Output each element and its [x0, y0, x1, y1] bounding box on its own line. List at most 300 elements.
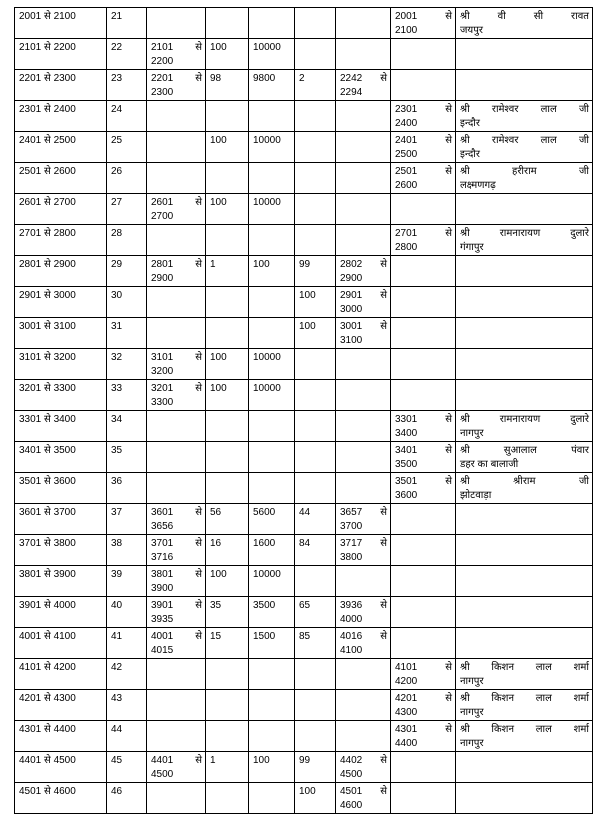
- serial-number-cell: 31: [107, 318, 147, 349]
- balance-count-cell: [295, 380, 336, 411]
- assigned-range-cell-line-1: 2501 से: [395, 166, 452, 177]
- assigned-range-cell: [391, 690, 456, 721]
- issued-range-cell: [147, 566, 206, 597]
- assigned-range-cell: [391, 163, 456, 194]
- assignee-cell: [456, 132, 593, 163]
- table-row: [15, 132, 593, 163]
- assignee-cell-line-2: नागपुर: [460, 428, 484, 439]
- balance-range-cell-line-2: 2294: [340, 87, 363, 98]
- issued-count-cell: [206, 690, 249, 721]
- range-cell: 3901 से 4000: [15, 597, 107, 628]
- issued-count-cell: 1: [206, 752, 249, 783]
- range-cell: 2301 से 2400: [15, 101, 107, 132]
- table-row: [15, 628, 593, 659]
- balance-range-cell: [336, 597, 391, 628]
- assigned-range-cell-line-2: 4400: [395, 738, 418, 749]
- assignee-cell: [456, 597, 593, 628]
- balance-range-cell: [336, 659, 391, 690]
- serial-number-cell: 30: [107, 287, 147, 318]
- issued-range-cell-line-2: 2200: [151, 56, 174, 67]
- serial-number-cell: 37: [107, 504, 147, 535]
- assignee-cell: [456, 659, 593, 690]
- table-row: [15, 39, 593, 70]
- assigned-range-cell: [391, 752, 456, 783]
- issued-range-cell-line-2: 3900: [151, 583, 174, 594]
- issued-count-cell: [206, 473, 249, 504]
- balance-range-cell-line-2: 4600: [340, 800, 363, 811]
- issued-count-cell: 15: [206, 628, 249, 659]
- issued-range-cell-line-2: 3716: [151, 552, 174, 563]
- balance-range-cell: [336, 473, 391, 504]
- assigned-range-cell: [391, 473, 456, 504]
- issued-range-cell-line-1: 4001 से: [151, 631, 202, 642]
- issued-range-cell: [147, 380, 206, 411]
- issued-range-cell: [147, 8, 206, 39]
- serial-number-cell: 38: [107, 535, 147, 566]
- issued-range-cell: [147, 225, 206, 256]
- assignee-cell-line-1: श्री श्रीराम जी: [460, 476, 589, 487]
- issued-range-cell-line-1: 2101 से: [151, 42, 202, 53]
- balance-range-cell-line-1: 3717 से: [340, 538, 387, 549]
- assigned-range-cell-line-1: 3501 से: [395, 476, 452, 487]
- issued-range-cell: [147, 535, 206, 566]
- assignee-cell: [456, 225, 593, 256]
- assigned-range-cell: [391, 504, 456, 535]
- balance-count-cell: [295, 659, 336, 690]
- assignee-cell-line-2: गंगापुर: [460, 242, 484, 253]
- assigned-range-cell: [391, 256, 456, 287]
- issued-range-cell-line-2: 3200: [151, 366, 174, 377]
- issued-range-cell-line-1: 3901 से: [151, 600, 202, 611]
- assignee-cell-line-2: जयपुर: [460, 25, 483, 36]
- serial-number-cell: 39: [107, 566, 147, 597]
- assignee-cell: [456, 504, 593, 535]
- range-cell: 2101 से 2200: [15, 39, 107, 70]
- assigned-range-cell: [391, 411, 456, 442]
- assigned-range-cell: [391, 380, 456, 411]
- balance-range-cell-line-1: 2242 से: [340, 73, 387, 84]
- assigned-range-cell-line-2: 4300: [395, 707, 418, 718]
- table-row: [15, 535, 593, 566]
- allocation-table: [14, 7, 593, 814]
- table-row: [15, 101, 593, 132]
- assigned-range-cell: [391, 659, 456, 690]
- amount-cell: [249, 318, 295, 349]
- balance-range-cell-line-2: 4000: [340, 614, 363, 625]
- issued-range-cell-line-1: 3801 से: [151, 569, 202, 580]
- issued-range-cell-line-1: 2601 से: [151, 197, 202, 208]
- issued-range-cell: [147, 690, 206, 721]
- range-cell: 2501 से 2600: [15, 163, 107, 194]
- assigned-range-cell: [391, 39, 456, 70]
- balance-range-cell: [336, 287, 391, 318]
- table-row: [15, 8, 593, 39]
- balance-count-cell: 100: [295, 318, 336, 349]
- table-row: [15, 721, 593, 752]
- balance-range-cell: [336, 752, 391, 783]
- amount-cell: [249, 8, 295, 39]
- serial-number-cell: 28: [107, 225, 147, 256]
- assignee-cell: [456, 473, 593, 504]
- issued-count-cell: 100: [206, 566, 249, 597]
- balance-range-cell: [336, 101, 391, 132]
- range-cell: 4001 से 4100: [15, 628, 107, 659]
- balance-count-cell: [295, 411, 336, 442]
- assignee-cell: [456, 628, 593, 659]
- issued-range-cell: [147, 349, 206, 380]
- balance-count-cell: 65: [295, 597, 336, 628]
- balance-range-cell: [336, 39, 391, 70]
- issued-count-cell: 35: [206, 597, 249, 628]
- assignee-cell: [456, 256, 593, 287]
- table-row: [15, 442, 593, 473]
- balance-range-cell: [336, 504, 391, 535]
- balance-count-cell: 85: [295, 628, 336, 659]
- serial-number-cell: 29: [107, 256, 147, 287]
- serial-number-cell: 45: [107, 752, 147, 783]
- issued-count-cell: [206, 163, 249, 194]
- balance-range-cell-line-1: 2901 से: [340, 290, 387, 301]
- assignee-cell-line-2: डहर का बालाजी: [460, 459, 519, 470]
- balance-count-cell: [295, 8, 336, 39]
- balance-range-cell-line-1: 3657 से: [340, 507, 387, 518]
- issued-count-cell: [206, 225, 249, 256]
- issued-count-cell: 100: [206, 380, 249, 411]
- balance-range-cell: [336, 256, 391, 287]
- balance-range-cell-line-2: 3800: [340, 552, 363, 563]
- issued-range-cell-line-2: 3300: [151, 397, 174, 408]
- assignee-cell: [456, 783, 593, 814]
- balance-range-cell-line-1: 4402 से: [340, 755, 387, 766]
- assigned-range-cell: [391, 535, 456, 566]
- balance-count-cell: 100: [295, 287, 336, 318]
- assigned-range-cell: [391, 349, 456, 380]
- issued-range-cell: [147, 39, 206, 70]
- issued-count-cell: 100: [206, 132, 249, 163]
- assigned-range-cell-line-2: 4200: [395, 676, 418, 687]
- issued-range-cell: [147, 659, 206, 690]
- issued-range-cell-line-2: 4015: [151, 645, 174, 656]
- assigned-range-cell-line-2: 3400: [395, 428, 418, 439]
- balance-range-cell-line-2: 3000: [340, 304, 363, 315]
- serial-number-cell: 43: [107, 690, 147, 721]
- assigned-range-cell-line-2: 2800: [395, 242, 418, 253]
- balance-count-cell: [295, 194, 336, 225]
- assigned-range-cell-line-1: 4201 से: [395, 693, 452, 704]
- assignee-cell: [456, 535, 593, 566]
- table-row: [15, 566, 593, 597]
- amount-cell: 3500: [249, 597, 295, 628]
- balance-count-cell: 99: [295, 256, 336, 287]
- amount-cell: 10000: [249, 380, 295, 411]
- amount-cell: [249, 225, 295, 256]
- range-cell: 2801 से 2900: [15, 256, 107, 287]
- issued-count-cell: 100: [206, 39, 249, 70]
- balance-range-cell: [336, 225, 391, 256]
- amount-cell: [249, 442, 295, 473]
- issued-count-cell: 100: [206, 194, 249, 225]
- range-cell: 2601 से 2700: [15, 194, 107, 225]
- amount-cell: 9800: [249, 70, 295, 101]
- balance-range-cell: [336, 566, 391, 597]
- issued-count-cell: [206, 783, 249, 814]
- issued-count-cell: [206, 8, 249, 39]
- assignee-cell-line-1: श्री किशन लाल शर्मा: [460, 693, 589, 704]
- assignee-cell: [456, 39, 593, 70]
- assignee-cell: [456, 442, 593, 473]
- amount-cell: [249, 163, 295, 194]
- balance-range-cell: [336, 163, 391, 194]
- serial-number-cell: 32: [107, 349, 147, 380]
- balance-count-cell: 99: [295, 752, 336, 783]
- issued-range-cell-line-1: 3701 से: [151, 538, 202, 549]
- balance-count-cell: [295, 225, 336, 256]
- assigned-range-cell: [391, 566, 456, 597]
- issued-count-cell: 1: [206, 256, 249, 287]
- table-row: [15, 256, 593, 287]
- range-cell: 2201 से 2300: [15, 70, 107, 101]
- balance-count-cell: 44: [295, 504, 336, 535]
- issued-range-cell-line-1: 4401 से: [151, 755, 202, 766]
- amount-cell: [249, 659, 295, 690]
- assigned-range-cell: [391, 225, 456, 256]
- balance-count-cell: 84: [295, 535, 336, 566]
- assignee-cell: [456, 380, 593, 411]
- table-row: [15, 659, 593, 690]
- issued-range-cell-line-2: 2300: [151, 87, 174, 98]
- assignee-cell-line-2: इन्दौर: [460, 118, 480, 129]
- amount-cell: 10000: [249, 132, 295, 163]
- assigned-range-cell: [391, 287, 456, 318]
- table-row: [15, 504, 593, 535]
- issued-range-cell-line-1: 2201 से: [151, 73, 202, 84]
- serial-number-cell: 21: [107, 8, 147, 39]
- assignee-cell-line-1: श्री किशन लाल शर्मा: [460, 662, 589, 673]
- amount-cell: [249, 411, 295, 442]
- range-cell: 4401 से 4500: [15, 752, 107, 783]
- assignee-cell-line-1: श्री रामेश्वर लाल जी: [460, 135, 589, 146]
- table-row: [15, 473, 593, 504]
- balance-count-cell: 100: [295, 783, 336, 814]
- amount-cell: 10000: [249, 349, 295, 380]
- range-cell: 4201 से 4300: [15, 690, 107, 721]
- issued-range-cell: [147, 783, 206, 814]
- balance-range-cell-line-2: 2900: [340, 273, 363, 284]
- assigned-range-cell: [391, 101, 456, 132]
- issued-range-cell: [147, 256, 206, 287]
- balance-count-cell: [295, 39, 336, 70]
- range-cell: 4101 से 4200: [15, 659, 107, 690]
- assigned-range-cell-line-1: 4101 से: [395, 662, 452, 673]
- serial-number-cell: 33: [107, 380, 147, 411]
- assigned-range-cell: [391, 628, 456, 659]
- assigned-range-cell: [391, 194, 456, 225]
- balance-count-cell: [295, 566, 336, 597]
- assigned-range-cell-line-1: 3401 से: [395, 445, 452, 456]
- assigned-range-cell-line-1: 2701 से: [395, 228, 452, 239]
- issued-count-cell: 98: [206, 70, 249, 101]
- issued-range-cell: [147, 721, 206, 752]
- amount-cell: 100: [249, 256, 295, 287]
- balance-range-cell-line-2: 4100: [340, 645, 363, 656]
- range-cell: 3601 से 3700: [15, 504, 107, 535]
- balance-range-cell-line-1: 4501 से: [340, 786, 387, 797]
- issued-range-cell: [147, 504, 206, 535]
- serial-number-cell: 25: [107, 132, 147, 163]
- amount-cell: 5600: [249, 504, 295, 535]
- assignee-cell: [456, 70, 593, 101]
- amount-cell: [249, 721, 295, 752]
- serial-number-cell: 42: [107, 659, 147, 690]
- assigned-range-cell: [391, 721, 456, 752]
- balance-range-cell: [336, 380, 391, 411]
- balance-range-cell: [336, 349, 391, 380]
- balance-range-cell: [336, 628, 391, 659]
- issued-range-cell-line-1: 2801 से: [151, 259, 202, 270]
- balance-range-cell-line-1: 4016 से: [340, 631, 387, 642]
- issued-range-cell: [147, 70, 206, 101]
- issued-range-cell: [147, 411, 206, 442]
- balance-range-cell: [336, 411, 391, 442]
- range-cell: 3501 से 3600: [15, 473, 107, 504]
- assigned-range-cell-line-1: 2401 से: [395, 135, 452, 146]
- issued-range-cell: [147, 597, 206, 628]
- range-cell: 3801 से 3900: [15, 566, 107, 597]
- range-cell: 4301 से 4400: [15, 721, 107, 752]
- serial-number-cell: 36: [107, 473, 147, 504]
- range-cell: 2401 से 2500: [15, 132, 107, 163]
- assigned-range-cell-line-1: 2301 से: [395, 104, 452, 115]
- issued-range-cell: [147, 287, 206, 318]
- balance-count-cell: [295, 721, 336, 752]
- balance-count-cell: [295, 101, 336, 132]
- assigned-range-cell-line-1: 3301 से: [395, 414, 452, 425]
- range-cell: 2901 से 3000: [15, 287, 107, 318]
- table-row: [15, 318, 593, 349]
- serial-number-cell: 41: [107, 628, 147, 659]
- balance-range-cell: [336, 8, 391, 39]
- table-row: [15, 380, 593, 411]
- amount-cell: [249, 690, 295, 721]
- serial-number-cell: 22: [107, 39, 147, 70]
- serial-number-cell: 35: [107, 442, 147, 473]
- assigned-range-cell: [391, 442, 456, 473]
- amount-cell: [249, 473, 295, 504]
- balance-count-cell: [295, 132, 336, 163]
- issued-range-cell: [147, 318, 206, 349]
- issued-range-cell-line-1: 3601 से: [151, 507, 202, 518]
- issued-range-cell-line-2: 3656: [151, 521, 174, 532]
- issued-count-cell: [206, 442, 249, 473]
- issued-count-cell: 56: [206, 504, 249, 535]
- balance-range-cell-line-1: 2802 से: [340, 259, 387, 270]
- assignee-cell-line-2: झोटवाड़ा: [460, 490, 492, 501]
- assigned-range-cell: [391, 597, 456, 628]
- assigned-range-cell: [391, 132, 456, 163]
- assigned-range-cell: [391, 8, 456, 39]
- assignee-cell: [456, 163, 593, 194]
- assignee-cell-line-2: लक्ष्मणगढ़: [460, 180, 496, 191]
- assignee-cell: [456, 752, 593, 783]
- issued-range-cell-line-1: 3101 से: [151, 352, 202, 363]
- issued-count-cell: [206, 659, 249, 690]
- issued-range-cell-line-1: 3201 से: [151, 383, 202, 394]
- balance-range-cell: [336, 132, 391, 163]
- range-cell: 3201 से 3300: [15, 380, 107, 411]
- table-row: [15, 690, 593, 721]
- assignee-cell-line-1: श्री रामेश्वर लाल जी: [460, 104, 589, 115]
- issued-range-cell: [147, 752, 206, 783]
- balance-range-cell: [336, 442, 391, 473]
- range-cell: 3701 से 3800: [15, 535, 107, 566]
- issued-count-cell: [206, 287, 249, 318]
- assigned-range-cell-line-2: 2100: [395, 25, 418, 36]
- assignee-cell: [456, 721, 593, 752]
- range-cell: 2001 से 2100: [15, 8, 107, 39]
- balance-count-cell: 2: [295, 70, 336, 101]
- serial-number-cell: 44: [107, 721, 147, 752]
- assigned-range-cell-line-1: 4301 से: [395, 724, 452, 735]
- issued-range-cell: [147, 628, 206, 659]
- assignee-cell: [456, 566, 593, 597]
- issued-range-cell: [147, 163, 206, 194]
- table-row: [15, 411, 593, 442]
- range-cell: 2701 से 2800: [15, 225, 107, 256]
- assignee-cell: [456, 690, 593, 721]
- balance-count-cell: [295, 442, 336, 473]
- assignee-cell-line-2: नागपुर: [460, 676, 484, 687]
- table-row: [15, 70, 593, 101]
- assignee-cell: [456, 8, 593, 39]
- balance-range-cell-line-1: 3001 से: [340, 321, 387, 332]
- range-cell: 4501 से 4600: [15, 783, 107, 814]
- balance-range-cell: [336, 70, 391, 101]
- balance-range-cell: [336, 194, 391, 225]
- assignee-cell-line-1: श्री हरीराम जी: [460, 166, 589, 177]
- serial-number-cell: 40: [107, 597, 147, 628]
- assignee-cell: [456, 194, 593, 225]
- table-row: [15, 225, 593, 256]
- assignee-cell: [456, 318, 593, 349]
- table-row: [15, 349, 593, 380]
- balance-count-cell: [295, 349, 336, 380]
- assignee-cell-line-1: श्री किशन लाल शर्मा: [460, 724, 589, 735]
- issued-range-cell-line-2: 2700: [151, 211, 174, 222]
- assignee-cell-line-1: श्री रामनारायण दुलारे: [460, 228, 589, 239]
- serial-number-cell: 23: [107, 70, 147, 101]
- issued-range-cell: [147, 442, 206, 473]
- assigned-range-cell: [391, 70, 456, 101]
- issued-range-cell: [147, 473, 206, 504]
- assignee-cell: [456, 101, 593, 132]
- assigned-range-cell-line-2: 2400: [395, 118, 418, 129]
- table-row: [15, 194, 593, 225]
- assignee-cell-line-1: श्री वी सी रावत: [460, 11, 589, 22]
- range-cell: 3401 से 3500: [15, 442, 107, 473]
- issued-count-cell: 16: [206, 535, 249, 566]
- issued-count-cell: [206, 318, 249, 349]
- issued-count-cell: 100: [206, 349, 249, 380]
- serial-number-cell: 26: [107, 163, 147, 194]
- assignee-cell-line-1: श्री रामनारायण दुलारे: [460, 414, 589, 425]
- amount-cell: [249, 287, 295, 318]
- issued-range-cell: [147, 194, 206, 225]
- serial-number-cell: 27: [107, 194, 147, 225]
- amount-cell: 1600: [249, 535, 295, 566]
- table-row: [15, 287, 593, 318]
- assignee-cell-line-1: श्री सुआलाल पंवार: [460, 445, 589, 456]
- amount-cell: [249, 783, 295, 814]
